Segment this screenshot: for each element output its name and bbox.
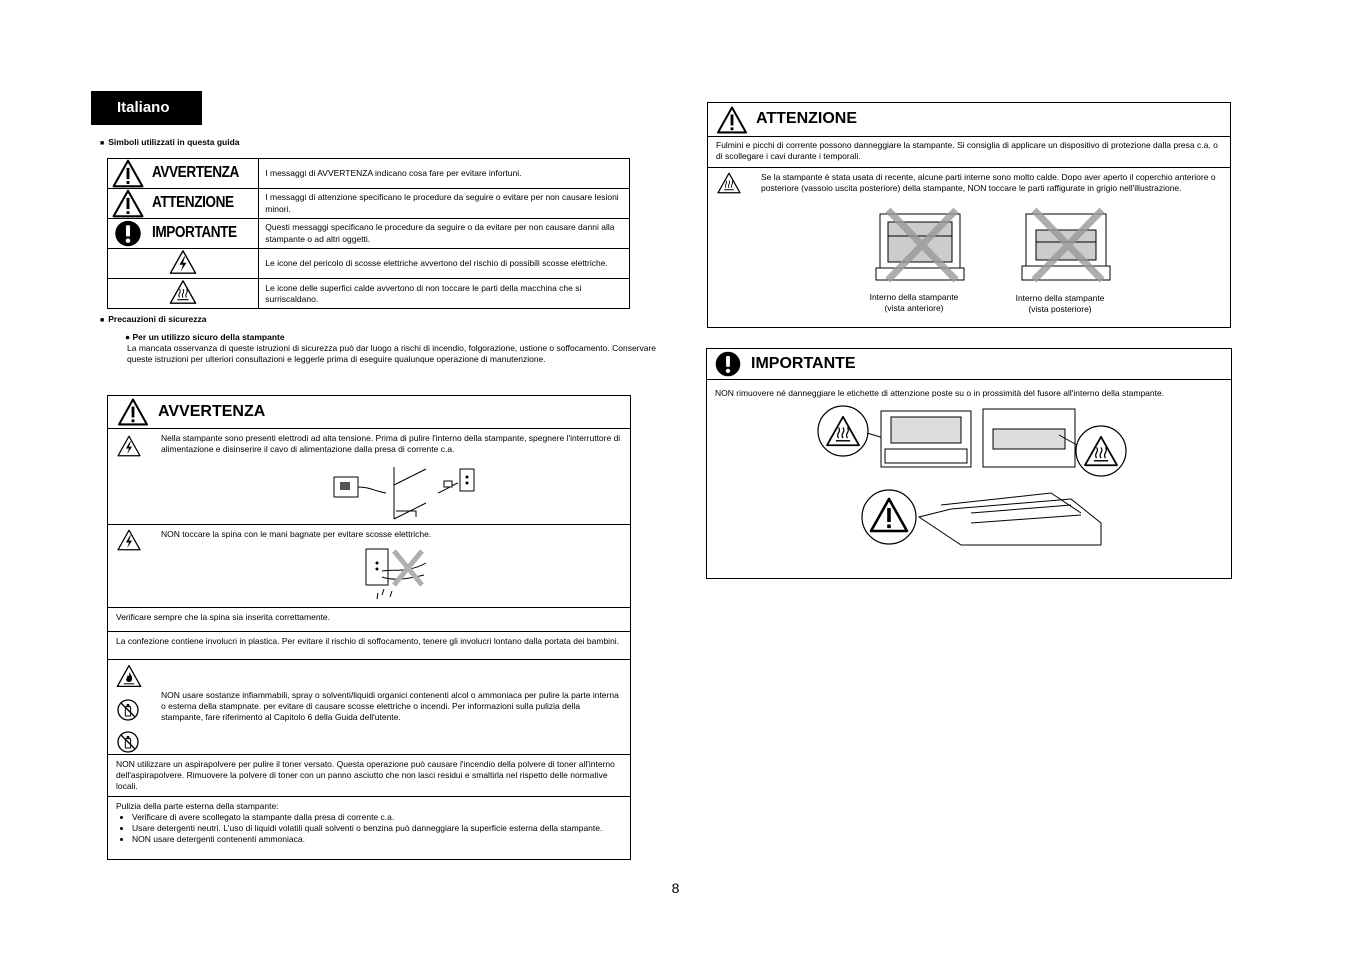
safe-use-text: La mancata osservanza di queste istruzioni di sicurezza può dar luogo a rischi di incendio, folgorazione, ustione o soffocamento. Conservare queste istruzioni per ulteriori consultazioni e leggerle prima di eseguire qualunque operazione di manutenzione. (127, 343, 657, 365)
hot-surface-icon (169, 279, 197, 305)
avvertenza-row-plastic-bags: La confezione contiene involucri in plastica. Per evitare il rischio di soffocamento, tenere gli involucri lontano dalla portata dei bambini. (108, 632, 630, 660)
no-spray-icon (116, 698, 140, 722)
avvertenza-row-cleaning: Pulizia della parte esterna della stampante: • Verificare di avere scollegato la stampante dalla presa di corrente c.a. • Usare detergenti neutri. L'uso di liquidi volatili quali solventi o benzina può danneggiare la superficie esterna della stampante. • NON usare detergenti contenenti ammoniaca. (108, 797, 630, 849)
symbol-row-shock (108, 249, 630, 279)
attenzione-row-lightning: Fulmini e picchi di corrente possono danneggiare la stampante. Si consiglia di applicare un dispositivo di protezione dalla presa c.a. o di scollegare i cavi durante i temporali. (708, 137, 1230, 168)
attenzione-title: ATTENZIONE (708, 103, 1230, 137)
printer-front-illustration (874, 208, 966, 284)
importante-box (706, 348, 1232, 579)
precautions-heading: ■ Precauzioni di sicurezza (100, 314, 207, 325)
symbol-description: Le icone delle superfici calde avvertono di non toccare le parti della macchina che si surriscaldano. (259, 279, 630, 309)
symbol-row-importante (108, 219, 630, 249)
avvertenza-row-wet-hands: NON toccare la spina con le mani bagnate per evitare scosse elettriche. (108, 525, 630, 608)
avvertenza-title: AVVERTENZA (108, 396, 630, 429)
importante-title: IMPORTANTE (707, 349, 1231, 380)
electric-shock-icon (116, 529, 142, 551)
warning-triangle-icon (112, 159, 144, 188)
symbol-row-attenzione (108, 189, 630, 219)
avvertenza-row-vacuum: NON utilizzare un aspirapolvere per pulire il toner versato. Questa operazione può causare l'incendio della polvere di toner all'interno dell'aspirapolvere. Rimuovere la polvere di toner con un panno asciutto che non lasci residui e smaltirla nel rispetto delle normative locali. (108, 755, 630, 797)
electric-shock-icon (169, 249, 197, 275)
symbol-description: Questi messaggi specificano le procedure da seguire o da evitare per non causare danni alla stampante o ad altri oggetti. (259, 219, 630, 249)
list-item: • NON usare detergenti contenenti ammoniaca. (132, 834, 622, 845)
important-exclamation-icon (112, 220, 144, 247)
avvertenza-row-flammable: NON usare sostanze infiammabili, spray o solventi/liquidi organici contenenti alcol o ammoniaca per pulire la parte interna o esterna della stampnate. per evitare di causare scosse elettriche o incendi. Per informazioni sulla pulizia della stampante, fare riferimento al Capitolo 6 della Guida dell'utente. (108, 660, 630, 755)
symbol-row-avvertenza (108, 159, 630, 189)
symbol-description: Le icone del pericolo di scosse elettriche avvertono del rischio di possibili scosse elettriche. (259, 249, 630, 279)
symbol-label: ATTENZIONE (152, 194, 234, 212)
wet-hands-plug-illustration (364, 545, 442, 605)
symbol-row-hot (108, 279, 630, 309)
avvertenza-row-plug-inserted: Verificare sempre che la spina sia inserita correttamente. (108, 608, 630, 632)
avvertenza-box (107, 395, 631, 860)
warning-triangle-icon (112, 189, 144, 218)
fuser-labels-illustration (811, 405, 1133, 549)
language-tab: Italiano (91, 91, 202, 125)
warning-triangle-icon (716, 106, 748, 134)
caption-rear: Interno della stampante (vista posteriore) (1015, 293, 1105, 315)
symbol-label: AVVERTENZA (152, 164, 239, 182)
no-solvent-icon (116, 730, 140, 754)
symbols-table (107, 158, 630, 309)
unplug-illustration (330, 465, 480, 521)
importante-text: NON rimuovere né danneggiare le etichette di attenzione poste su o in prossimità del fusore all'interno della stampante. (715, 388, 1165, 398)
caption-front: Interno della stampante (vista anteriore) (869, 292, 959, 314)
symbol-description: I messaggi di AVVERTENZA indicano cosa fare per evitare infortuni. (259, 159, 630, 189)
attenzione-row-hot-parts: Se la stampante è stata usata di recente, alcune parti interne sono molto calde. Dopo aver aperto il coperchio anteriore o posteriore (vassoio uscita posteriore) della stampante, NON toccare le parti raffigurate in grigio nell'illustrazione. Interno della stampante (vista anteriore) Interno della stampante (vista posteriore) (708, 168, 1230, 326)
safe-use-heading: ● Per un utilizzo sicuro della stampante (125, 332, 285, 342)
symbols-heading: ■ Simboli utilizzati in questa guida (100, 137, 240, 148)
list-item: • Verificare di avere scollegato la stampante dalla presa di corrente c.a. (132, 812, 622, 823)
fire-hazard-icon (116, 664, 142, 688)
list-item: • Usare detergenti neutri. L'uso di liquidi volatili quali solventi o benzina può danneggiare la superficie esterna della stampante. (132, 823, 622, 834)
important-exclamation-icon (715, 351, 741, 377)
printer-rear-illustration (1020, 208, 1112, 284)
avvertenza-row-electrodes: Nella stampante sono presenti elettrodi ad alta tensione. Prima di pulire l'interno della stampante, spegnere l'interruttore di alimentazione e disinserire il cavo di alimentazione dalla presa di corrente c.a. (108, 429, 630, 525)
attenzione-box (707, 102, 1231, 328)
page-number: 8 (671, 880, 680, 896)
warning-triangle-icon (116, 398, 150, 426)
symbol-label: IMPORTANTE (152, 224, 237, 242)
electric-shock-icon (116, 435, 142, 457)
hot-surface-icon (716, 172, 742, 194)
symbol-description: I messaggi di attenzione specificano le procedure da seguire o evitare per non causare lesioni minori. (259, 189, 630, 219)
